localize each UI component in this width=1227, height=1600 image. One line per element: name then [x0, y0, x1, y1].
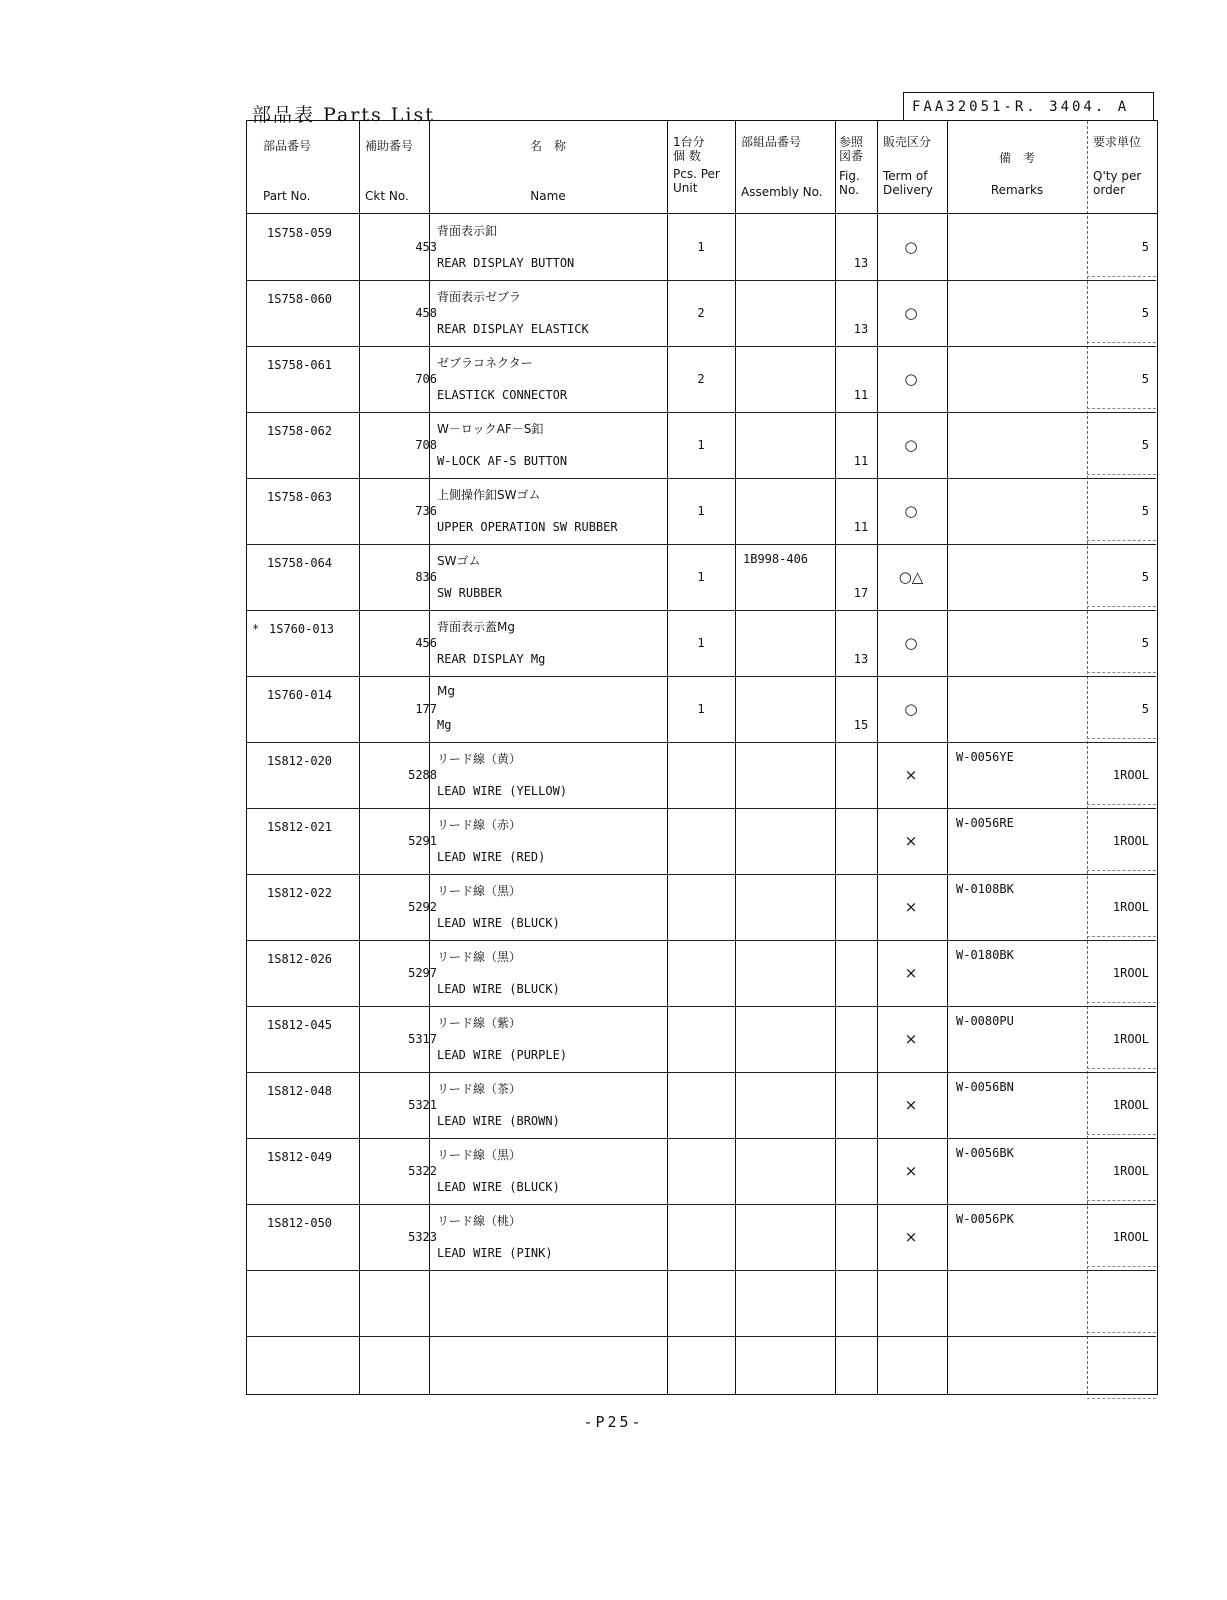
name-japanese: リード線（茶） — [437, 1082, 522, 1096]
name-japanese: 上側操作釦SWゴム — [437, 488, 541, 502]
row-mark: * — [252, 622, 260, 636]
ckt-number: 5321 — [408, 1098, 437, 1112]
header-fig-en: Fig. No. — [839, 169, 860, 197]
figure-number: 17 — [853, 586, 869, 600]
header-term-jp: 販売区分 — [883, 135, 932, 149]
qty-dash-line — [1087, 870, 1156, 871]
term-of-delivery: × — [904, 1162, 918, 1180]
figure-number: 11 — [853, 388, 869, 402]
table-row — [247, 214, 1156, 280]
name-english: REAR DISPLAY BUTTON — [437, 256, 575, 270]
term-of-delivery: × — [904, 1096, 918, 1114]
qty-per-order: 1ROOL — [1112, 834, 1149, 848]
header-fig-jp: 参照 図番 — [839, 135, 864, 163]
name-english: Mg — [437, 718, 452, 732]
name-japanese: 背面表示蓋Mg — [437, 620, 515, 634]
table-row — [247, 1336, 1156, 1402]
ckt-number: 708 — [415, 438, 437, 452]
qty-per-order: 1ROOL — [1112, 1164, 1149, 1178]
qty-per-order: 1ROOL — [1112, 1230, 1149, 1244]
part-number: 1S812-026 — [267, 952, 333, 966]
part-number: 1S758-064 — [267, 556, 333, 570]
pcs-per-unit: 2 — [697, 372, 705, 386]
qty-dash-line — [1087, 606, 1156, 607]
qty-per-order: 5 — [1141, 570, 1149, 584]
name-english: LEAD WIRE (BROWN) — [437, 1114, 560, 1128]
part-number: 1S760-014 — [267, 688, 333, 702]
ckt-number: 5288 — [408, 768, 437, 782]
qty-per-order: 1ROOL — [1112, 1032, 1149, 1046]
table-row — [247, 1072, 1156, 1138]
qty-per-order: 5 — [1141, 240, 1149, 254]
remarks: W-0056BK — [956, 1146, 1014, 1160]
pcs-per-unit: 1 — [697, 570, 705, 584]
ckt-number: 5322 — [408, 1164, 437, 1178]
qty-dash-line — [1087, 936, 1156, 937]
part-number: 1S758-060 — [267, 292, 333, 306]
qty-dash-line — [1087, 1398, 1156, 1399]
pcs-per-unit: 1 — [697, 702, 705, 716]
table-row — [247, 280, 1156, 346]
header-assembly-en: Assembly No. — [741, 185, 823, 199]
remarks: W-0180BK — [956, 948, 1014, 962]
part-number: 1S758-061 — [267, 358, 333, 372]
name-english: SW RUBBER — [437, 586, 503, 600]
qty-dash-line — [1087, 408, 1156, 409]
term-of-delivery: × — [904, 832, 918, 850]
remarks: W-0056PK — [956, 1212, 1014, 1226]
name-japanese: リード線（紫） — [437, 1016, 522, 1030]
term-of-delivery: ○ — [904, 436, 918, 454]
table-row — [247, 544, 1156, 610]
ckt-number: 5297 — [408, 966, 437, 980]
header-qty-en: Q'ty per order — [1093, 169, 1142, 197]
name-english: LEAD WIRE (BLUCK) — [437, 982, 560, 996]
term-of-delivery: × — [904, 898, 918, 916]
pcs-per-unit: 1 — [697, 636, 705, 650]
table-row — [247, 742, 1156, 808]
header-part-no-jp: 部品番号 — [263, 139, 312, 153]
qty-dash-line — [1087, 1068, 1156, 1069]
header-name-en: Name — [530, 189, 566, 203]
qty-dash-line — [1087, 1200, 1156, 1201]
ckt-number: 456 — [415, 636, 437, 650]
qty-dash-line — [1087, 1134, 1156, 1135]
table-row — [247, 676, 1156, 742]
page-title: 部品表 Parts List — [252, 104, 435, 126]
ckt-number: 453 — [415, 240, 437, 254]
qty-per-order: 5 — [1141, 702, 1149, 716]
name-english: LEAD WIRE (RED) — [437, 850, 546, 864]
table-row — [247, 478, 1156, 544]
figure-number: 11 — [853, 520, 869, 534]
ckt-number: 458 — [415, 306, 437, 320]
name-japanese: リード線（黒） — [437, 884, 522, 898]
term-of-delivery: × — [904, 1228, 918, 1246]
table-row — [247, 1138, 1156, 1204]
header-ckt-en: Ckt No. — [365, 189, 409, 203]
term-of-delivery: ○ — [904, 238, 918, 256]
parts-table — [246, 120, 1158, 1395]
term-of-delivery: × — [904, 1030, 918, 1048]
header-part-no-en: Part No. — [263, 189, 311, 203]
ckt-number: 5291 — [408, 834, 437, 848]
header-name-jp: 名 称 — [529, 139, 566, 153]
part-number: 1S812-022 — [267, 886, 333, 900]
table-row — [247, 412, 1156, 478]
table-row — [247, 940, 1156, 1006]
remarks: W-0056BN — [956, 1080, 1014, 1094]
document-number: FAA32051-R. 3404. A — [903, 92, 1154, 120]
page-number: -P25- — [583, 1413, 644, 1431]
header-assembly-jp: 部組品番号 — [741, 135, 802, 149]
header-remarks-en: Remarks — [990, 183, 1044, 197]
qty-dash-line — [1087, 474, 1156, 475]
ckt-number: 706 — [415, 372, 437, 386]
name-english: UPPER OPERATION SW RUBBER — [437, 520, 618, 534]
ckt-number: 5317 — [408, 1032, 437, 1046]
table-row — [247, 346, 1156, 412]
qty-per-order: 5 — [1141, 372, 1149, 386]
header-pcs-jp: 1台分 個 数 — [673, 135, 705, 163]
table-row — [247, 1270, 1156, 1336]
header-qty-jp: 要求単位 — [1093, 135, 1142, 149]
qty-per-order: 5 — [1141, 306, 1149, 320]
remarks: W-0080PU — [956, 1014, 1014, 1028]
figure-number: 13 — [853, 256, 869, 270]
qty-dash-line — [1087, 738, 1156, 739]
ckt-number: 5323 — [408, 1230, 437, 1244]
ckt-number: 177 — [415, 702, 437, 716]
part-number: 1S760-013 — [269, 622, 335, 636]
term-of-delivery: ○ — [904, 304, 918, 322]
part-number: 1S812-050 — [267, 1216, 333, 1230]
figure-number: 13 — [853, 652, 869, 666]
name-japanese: リード線（桃） — [437, 1214, 522, 1228]
name-english: REAR DISPLAY ELASTICK — [437, 322, 589, 336]
name-japanese: リード線（黒） — [437, 950, 522, 964]
qty-per-order: 5 — [1141, 438, 1149, 452]
part-number: 1S812-021 — [267, 820, 333, 834]
name-english: LEAD WIRE (PURPLE) — [437, 1048, 568, 1062]
part-number: 1S812-048 — [267, 1084, 333, 1098]
name-japanese: 背面表示ゼブラ — [437, 290, 522, 304]
part-number: 1S812-049 — [267, 1150, 333, 1164]
name-japanese: W－ロックAF－S釦 — [437, 422, 544, 436]
qty-per-order: 5 — [1141, 504, 1149, 518]
remarks: W-0108BK — [956, 882, 1014, 896]
term-of-delivery: ○ — [904, 700, 918, 718]
table-row — [247, 1204, 1156, 1270]
name-english: W-LOCK AF-S BUTTON — [437, 454, 568, 468]
term-of-delivery: × — [904, 766, 918, 784]
header-remarks-jp: 備 考 — [998, 151, 1035, 165]
name-japanese: ゼブラコネクター — [437, 356, 533, 370]
table-row — [247, 874, 1156, 940]
qty-dash-line — [1087, 276, 1156, 277]
table-row — [247, 610, 1156, 676]
pcs-per-unit: 1 — [697, 438, 705, 452]
qty-dash-line — [1087, 1332, 1156, 1333]
name-japanese: リード線（黒） — [437, 1148, 522, 1162]
pcs-per-unit: 1 — [697, 240, 705, 254]
ckt-number: 5292 — [408, 900, 437, 914]
qty-per-order: 5 — [1141, 636, 1149, 650]
header-pcs-en: Pcs. Per Unit — [673, 167, 720, 195]
remarks: W-0056RE — [956, 816, 1014, 830]
term-of-delivery: ○ — [904, 502, 918, 520]
qty-dash-line — [1087, 804, 1156, 805]
qty-dash-line — [1087, 672, 1156, 673]
name-japanese: リード線（黄） — [437, 752, 522, 766]
name-japanese: SWゴム — [437, 554, 481, 568]
header-term-en: Term of Delivery — [883, 169, 933, 197]
qty-dash-line — [1087, 1266, 1156, 1267]
name-english: LEAD WIRE (BLUCK) — [437, 916, 560, 930]
part-number: 1S758-059 — [267, 226, 333, 240]
ckt-number: 736 — [415, 504, 437, 518]
header-ckt-jp: 補助番号 — [365, 139, 414, 153]
term-of-delivery: ○ — [904, 634, 918, 652]
name-japanese: 背面表示釦 — [437, 224, 498, 238]
ckt-number: 836 — [415, 570, 437, 584]
term-of-delivery: ○△ — [898, 568, 924, 586]
term-of-delivery: × — [904, 964, 918, 982]
qty-per-order: 1ROOL — [1112, 966, 1149, 980]
name-english: ELASTICK CONNECTOR — [437, 388, 568, 402]
term-of-delivery: ○ — [904, 370, 918, 388]
name-english: LEAD WIRE (BLUCK) — [437, 1180, 560, 1194]
qty-per-order: 1ROOL — [1112, 768, 1149, 782]
part-number: 1S812-020 — [267, 754, 333, 768]
assembly-number: 1B998-406 — [743, 552, 809, 566]
pcs-per-unit: 1 — [697, 504, 705, 518]
qty-dash-line — [1087, 342, 1156, 343]
qty-per-order: 1ROOL — [1112, 1098, 1149, 1112]
name-english: LEAD WIRE (YELLOW) — [437, 784, 568, 798]
name-english: LEAD WIRE (PINK) — [437, 1246, 553, 1260]
qty-dash-line — [1087, 1002, 1156, 1003]
part-number: 1S758-063 — [267, 490, 333, 504]
part-number: 1S758-062 — [267, 424, 333, 438]
remarks: W-0056YE — [956, 750, 1014, 764]
table-row — [247, 1006, 1156, 1072]
name-english: REAR DISPLAY Mg — [437, 652, 546, 666]
qty-per-order: 1ROOL — [1112, 900, 1149, 914]
part-number: 1S812-045 — [267, 1018, 333, 1032]
table-row — [247, 808, 1156, 874]
figure-number: 15 — [853, 718, 869, 732]
qty-dash-line — [1087, 540, 1156, 541]
name-japanese: Mg — [437, 684, 455, 698]
figure-number: 13 — [853, 322, 869, 336]
name-japanese: リード線（赤） — [437, 818, 522, 832]
figure-number: 11 — [853, 454, 869, 468]
pcs-per-unit: 2 — [697, 306, 705, 320]
